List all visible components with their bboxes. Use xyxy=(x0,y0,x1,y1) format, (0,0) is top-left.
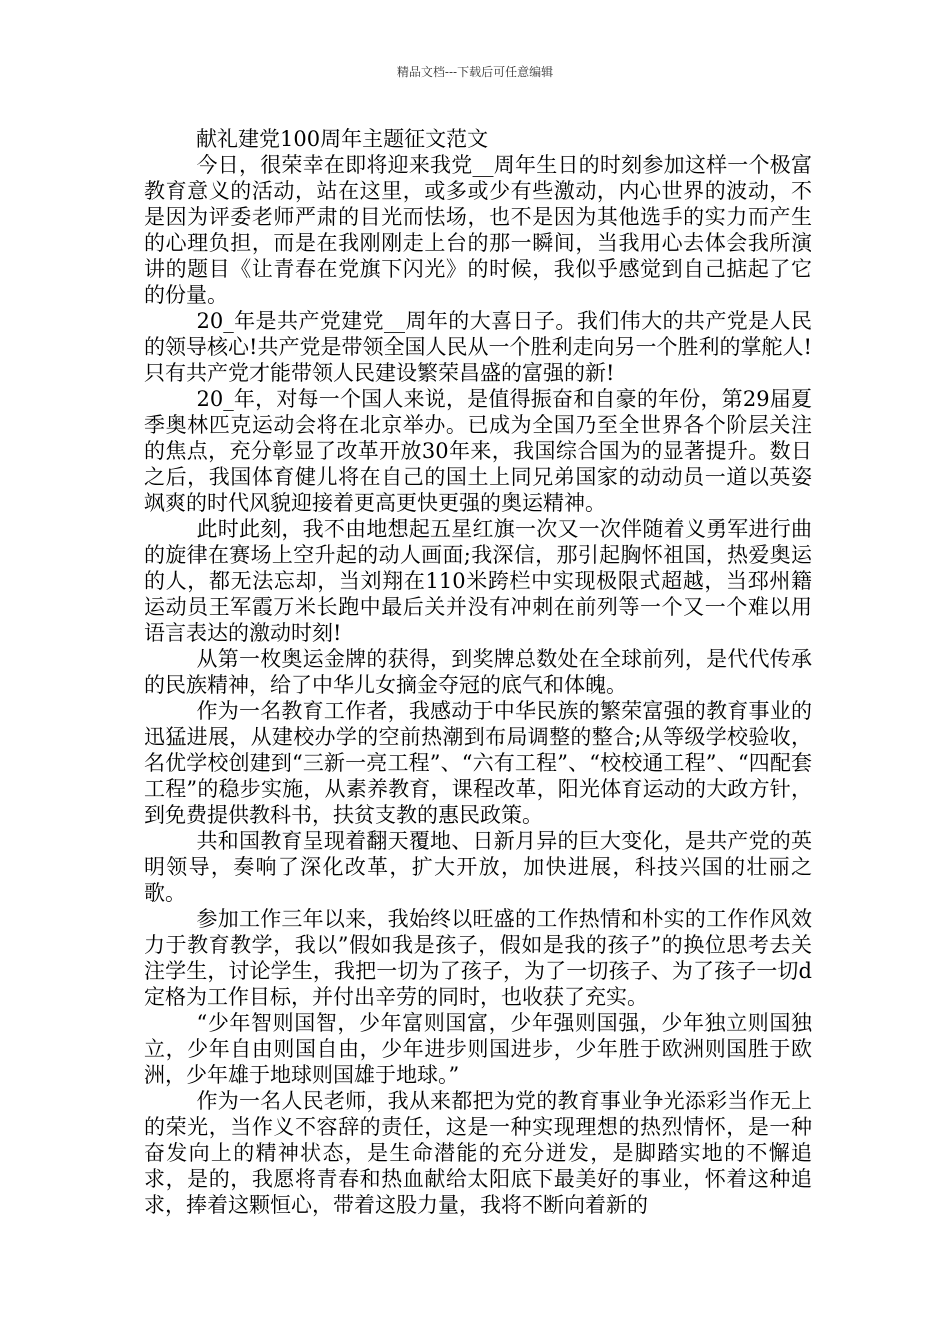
paragraph-4: 此时此刻，我不由地想起五星红旗一次又一次伴随着义勇军进行曲的旋律在赛场上空升起的动人画面;我深信，那引起胸怀祖国，热爱奥运的人，都无法忘却，当刘翔在110米跨栏中实现极限式超越，当邳州籍运动员王军霞万米长跑中最后关并没有冲刺在前列等一个又一个难以用语言表达的激动时刻! xyxy=(144,517,812,645)
document-title: 献礼建党100周年主题征文范文 xyxy=(196,127,489,151)
paragraph-5: 从第一枚奥运金牌的获得，到奖牌总数处在全球前列，是代代传承的民族精神，给了中华儿女摘金夺冠的底气和体魄。 xyxy=(144,647,812,697)
paragraph-9: “少年智则国智，少年富则国富，少年强则国强，少年独立则国独立，少年自由则国自由，少年进步则国进步，少年胜于欧洲则国胜于欧洲，少年雄于地球则国雄于地球。” xyxy=(144,1011,812,1087)
paragraph-6: 作为一名教育工作者，我感动于中华民族的繁荣富强的教育事业的迅猛进展，从建校办学的空前热潮到布局调整的整合;从等级学校验收，名优学校创建到“三新一亮工程”、“六有工程”、“校校通工程”、“四配套工程”的稳步实施，从素养教育，课程改革，阳光体育运动的大政方针，到免费提供教科书，扶贫支教的惠民政策。 xyxy=(144,699,812,827)
paragraph-1: 今日，很荣幸在即将迎来我党__周年生日的时刻参加这样一个极富教育意义的活动，站在这里，或多或少有些激动，内心世界的波动，不是因为评委老师严肃的目光而怯场，也不是因为其他选手的实力而产生的心理负担，而是在我刚刚走上台的那一瞬间，当我用心去体会我所演讲的题目《让青春在党旗下闪光》的时候，我似乎感觉到自己掂起了它的份量。 xyxy=(144,153,812,307)
paragraph-7: 共和国教育呈现着翻天覆地、日新月异的巨大变化，是共产党的英明领导，奏响了深化改革，扩大开放，加快进展，科技兴国的壮丽之歌。 xyxy=(144,829,812,905)
paragraph-3: 20_年，对每一个国人来说，是值得振奋和自豪的年份，第29届夏季奥林匹克运动会将在北京举办。已成为全国乃至全世界各个阶层关注的焦点，充分彰显了改革开放30年来，我国综合国为的显著提升。数日之后，我国体育健儿将在自己的国土上同兄弟国家的动动员一道以英姿飒爽的时代风貌迎接着更高更快更强的奥运精神。 xyxy=(144,387,812,515)
paragraph-2: 20_年是共产党建党__周年的大喜日子。我们伟大的共产党是人民的领导核心!共产党是带领全国人民从一个胜利走向另一个胜利的掌舵人!只有共产党才能带领人民建设繁荣昌盛的富强的新! xyxy=(144,309,812,385)
header-note: 精品文档---下载后可任意编辑 xyxy=(396,65,554,79)
paragraph-8: 参加工作三年以来，我始终以旺盛的工作热情和朴实的工作作风效力于教育教学，我以”假如我是孩子，假如是我的孩子”的换位思考去关注学生，讨论学生，我把一切为了孩子，为了一切孩子、为了孩子一切d定格为工作目标，并付出辛劳的同时，也收获了充实。 xyxy=(144,907,812,1009)
document-body xyxy=(144,126,812,1218)
paragraph-10: 作为一名人民老师，我从来都把为党的教育事业争光添彩当作无上的荣光，当作义不容辞的责任，这是一种实现理想的热烈情怀，是一种奋发向上的精神状态，是生命潜能的充分迸发，是脚踏实地的不懈追求，是的，我愿将青春和热血献给太阳底下最美好的事业，怀着这种追求，捧着这颗恒心，带着这股力量，我将不断向着新的 xyxy=(144,1089,812,1217)
